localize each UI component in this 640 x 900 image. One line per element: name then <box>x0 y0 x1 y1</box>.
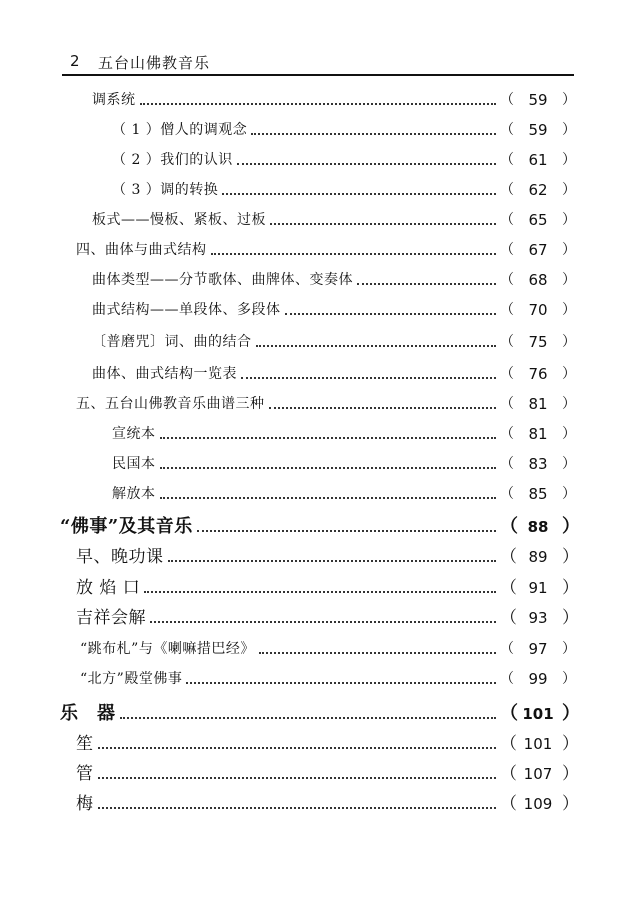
toc-section-entry <box>60 702 580 726</box>
toc-entry-label: 调系统 <box>92 92 136 108</box>
toc-entry-page: 65 <box>528 211 548 229</box>
dot-leader <box>160 437 497 439</box>
bracket-open: （ <box>500 396 514 412</box>
toc-entry <box>112 422 576 446</box>
toc-entry-page: 62 <box>528 181 548 199</box>
dot-leader <box>357 283 496 285</box>
toc-entry <box>112 482 576 506</box>
bracket-close: ） <box>562 486 576 502</box>
toc-entry-page: 91 <box>528 579 548 597</box>
dot-leader <box>120 717 497 719</box>
dot-leader <box>237 163 496 165</box>
bracket-close: ） <box>562 92 576 108</box>
dot-leader <box>197 530 496 532</box>
dot-leader <box>259 652 496 654</box>
dot-leader <box>269 407 497 409</box>
toc-entry <box>112 178 576 202</box>
toc-entry-label: 放 焰 口 <box>76 578 141 598</box>
toc-entry-page: 59 <box>528 91 548 109</box>
bracket-close: ） <box>562 641 576 657</box>
toc-entry <box>76 762 579 786</box>
bracket-open: （ <box>500 516 518 537</box>
dot-leader <box>285 313 497 315</box>
dot-leader <box>98 747 497 749</box>
toc-entry-page: 61 <box>528 151 548 169</box>
toc-entry-page: 75 <box>528 333 548 351</box>
dot-leader <box>160 497 497 499</box>
toc-entry-label: 曲体、曲式结构一览表 <box>92 366 237 382</box>
toc-entry-label: 解放本 <box>112 486 156 502</box>
toc-entry <box>92 88 576 112</box>
toc-entry <box>112 452 576 476</box>
toc-entry-label: 吉祥会解 <box>76 608 146 628</box>
bracket-open: （ <box>500 92 514 108</box>
toc-entry <box>92 208 576 232</box>
toc-entry-label: （ 2 ）我们的认识 <box>112 152 233 168</box>
dot-leader <box>98 807 497 809</box>
bracket-close: ） <box>562 302 576 318</box>
bracket-open: （ <box>500 794 517 814</box>
bracket-close: ） <box>562 366 576 382</box>
toc-entry-page: 107 <box>523 765 553 783</box>
toc-entry-page: 93 <box>528 609 548 627</box>
bracket-open: （ <box>500 366 514 382</box>
dot-leader <box>160 467 497 469</box>
toc-entry <box>76 792 579 816</box>
bracket-open: （ <box>500 456 514 472</box>
toc-entry-page: 101 <box>523 735 553 753</box>
bracket-open: （ <box>500 608 517 628</box>
toc-entry-label: 板式——慢板、紧板、过板 <box>92 212 266 228</box>
bracket-open: （ <box>500 703 518 724</box>
bracket-close: ） <box>562 608 579 628</box>
toc-entry <box>76 392 576 416</box>
bracket-open: （ <box>500 122 514 138</box>
toc-entry-page: 59 <box>528 121 548 139</box>
bracket-open: （ <box>500 152 514 168</box>
toc-entry-label: 早、晚功课 <box>76 547 164 567</box>
toc-entry-page: 70 <box>528 301 548 319</box>
toc-entry <box>76 238 576 262</box>
bracket-close: ） <box>562 764 579 784</box>
bracket-open: （ <box>500 486 514 502</box>
bracket-close: ） <box>562 212 576 228</box>
bracket-open: （ <box>500 212 514 228</box>
toc-entry <box>76 606 579 630</box>
toc-entry <box>92 268 576 292</box>
bracket-open: （ <box>500 764 517 784</box>
bracket-close: ） <box>562 516 580 537</box>
toc-entry-label: 曲体类型——分节歌体、曲牌体、变奏体 <box>92 272 353 288</box>
toc-entry-label: 乐 器 <box>60 703 116 724</box>
dot-leader <box>140 103 497 105</box>
toc-entry <box>76 576 579 600</box>
bracket-open: （ <box>500 302 514 318</box>
bracket-close: ） <box>562 242 576 258</box>
toc-entry <box>92 298 576 322</box>
toc-entry-label: “北方”殿堂佛事 <box>80 671 183 687</box>
toc-entry <box>80 667 576 691</box>
toc-entry-page: 97 <box>528 640 548 658</box>
toc-entry-page: 68 <box>528 271 548 289</box>
bracket-open: （ <box>500 734 517 754</box>
bracket-close: ） <box>562 182 576 198</box>
dot-leader <box>168 560 497 562</box>
bracket-close: ） <box>562 703 580 724</box>
toc-entry-page: 76 <box>528 365 548 383</box>
toc-entry-label: 曲式结构——单段体、多段体 <box>92 302 281 318</box>
bracket-open: （ <box>500 334 514 350</box>
dot-leader <box>211 253 497 255</box>
toc-entry-page: 83 <box>528 455 548 473</box>
page-number: 2 <box>70 52 80 70</box>
dot-leader <box>222 193 496 195</box>
dot-leader <box>150 621 496 623</box>
book-title: 五台山佛教音乐 <box>98 54 211 72</box>
toc-entry-label: 四、曲体与曲式结构 <box>76 242 207 258</box>
bracket-open: （ <box>500 182 514 198</box>
toc-entry-page: 99 <box>528 670 548 688</box>
toc-entry-page: 89 <box>528 548 548 566</box>
toc-entry-label: （ 3 ）调的转换 <box>112 182 219 198</box>
bracket-close: ） <box>562 794 579 814</box>
bracket-open: （ <box>500 426 514 442</box>
toc-entry-label: “跳布札”与《喇嘛措巴经》 <box>80 641 255 657</box>
bracket-close: ） <box>562 547 579 567</box>
toc-entry-label: “佛事”及其音乐 <box>60 516 193 537</box>
toc-entry <box>80 637 576 661</box>
toc-entry-label: 民国本 <box>112 456 156 472</box>
toc-entry <box>112 148 576 172</box>
bracket-close: ） <box>562 396 576 412</box>
dot-leader <box>256 345 497 347</box>
bracket-open: （ <box>500 547 517 567</box>
toc-entry <box>76 545 579 569</box>
dot-leader <box>251 133 496 135</box>
toc-entry-page: 101 <box>522 705 554 723</box>
toc-section-entry <box>60 515 580 539</box>
bracket-close: ） <box>562 578 579 598</box>
bracket-close: ） <box>562 671 576 687</box>
dot-leader <box>98 777 497 779</box>
toc-entry-label: 梅 <box>76 794 94 814</box>
bracket-open: （ <box>500 671 514 687</box>
toc-entry-label: 管 <box>76 764 94 784</box>
toc-entry <box>112 118 576 142</box>
bracket-close: ） <box>562 334 576 350</box>
toc-entry-page: 81 <box>528 425 548 443</box>
toc-entry-label: 宣统本 <box>112 426 156 442</box>
bracket-open: （ <box>500 641 514 657</box>
bracket-close: ） <box>562 456 576 472</box>
bracket-close: ） <box>562 272 576 288</box>
dot-leader <box>241 377 496 379</box>
bracket-close: ） <box>562 152 576 168</box>
toc-entry-label: 〔普磨咒〕词、曲的结合 <box>92 334 252 350</box>
toc-entry-label: 五、五台山佛教音乐曲谱三种 <box>76 396 265 412</box>
toc-entry-label: 笙 <box>76 734 94 754</box>
toc-entry-page: 85 <box>528 485 548 503</box>
dot-leader <box>270 223 496 225</box>
bracket-close: ） <box>562 734 579 754</box>
dot-leader <box>144 591 496 593</box>
bracket-close: ） <box>562 426 576 442</box>
bracket-close: ） <box>562 122 576 138</box>
toc-entry <box>92 362 576 386</box>
bracket-open: （ <box>500 272 514 288</box>
toc-entry <box>76 732 579 756</box>
dot-leader <box>186 682 496 684</box>
toc-entry-page: 109 <box>523 795 553 813</box>
toc-entry-page: 67 <box>528 241 548 259</box>
bracket-open: （ <box>500 242 514 258</box>
bracket-open: （ <box>500 578 517 598</box>
toc-entry <box>92 330 576 354</box>
toc-entry-label: （ 1 ）僧人的调观念 <box>112 122 248 138</box>
toc-entry-page: 81 <box>528 395 548 413</box>
toc-entry-page: 88 <box>527 518 549 536</box>
